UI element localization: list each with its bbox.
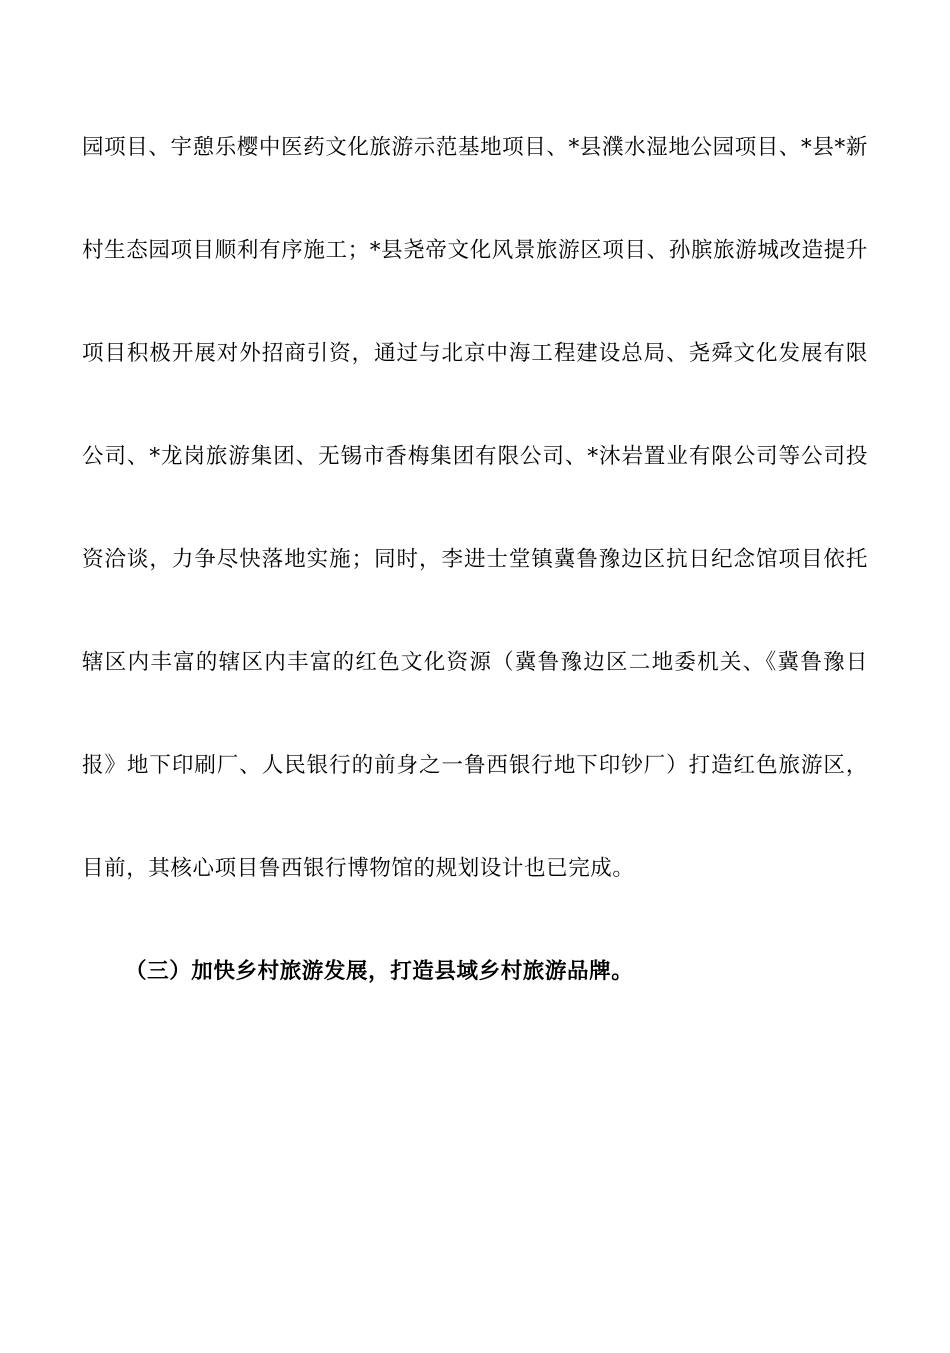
document-body [82, 96, 868, 1353]
heading-section-three: （三）加快乡村旅游发展，打造县域乡村旅游品牌。 [125, 959, 634, 984]
paragraph-continued-projects: 园项目、宇憩乐樱中医药文化旅游示范基地项目、*县濮水湿地公园项目、*县*新村生态园项目顺利有序施工；*县尧帝文化风景旅游区项目、孙膑旅游城改造提升项目积极开展对外招商引资，通过与北京中海工程建设总局、尧舜文化发展有限公司、*龙岗旅游集团、无锡市香梅集团有限公司、*沐岩置业有限公司等公司投资洽谈，力争尽快落地实施；同时，李进士堂镇冀鲁豫边区抗日纪念馆项目依托辖区内丰富的辖区内丰富的红色文化资源（冀鲁豫边区二地委机关、《冀鲁豫日报》地下印刷厂、人民银行的前身之一鲁西银行地下印钞厂）打造红色旅游区，目前，其核心项目鲁西银行博物馆的规划设计也已完成。 [82, 135, 868, 881]
page-bottom-space [82, 1023, 868, 1353]
